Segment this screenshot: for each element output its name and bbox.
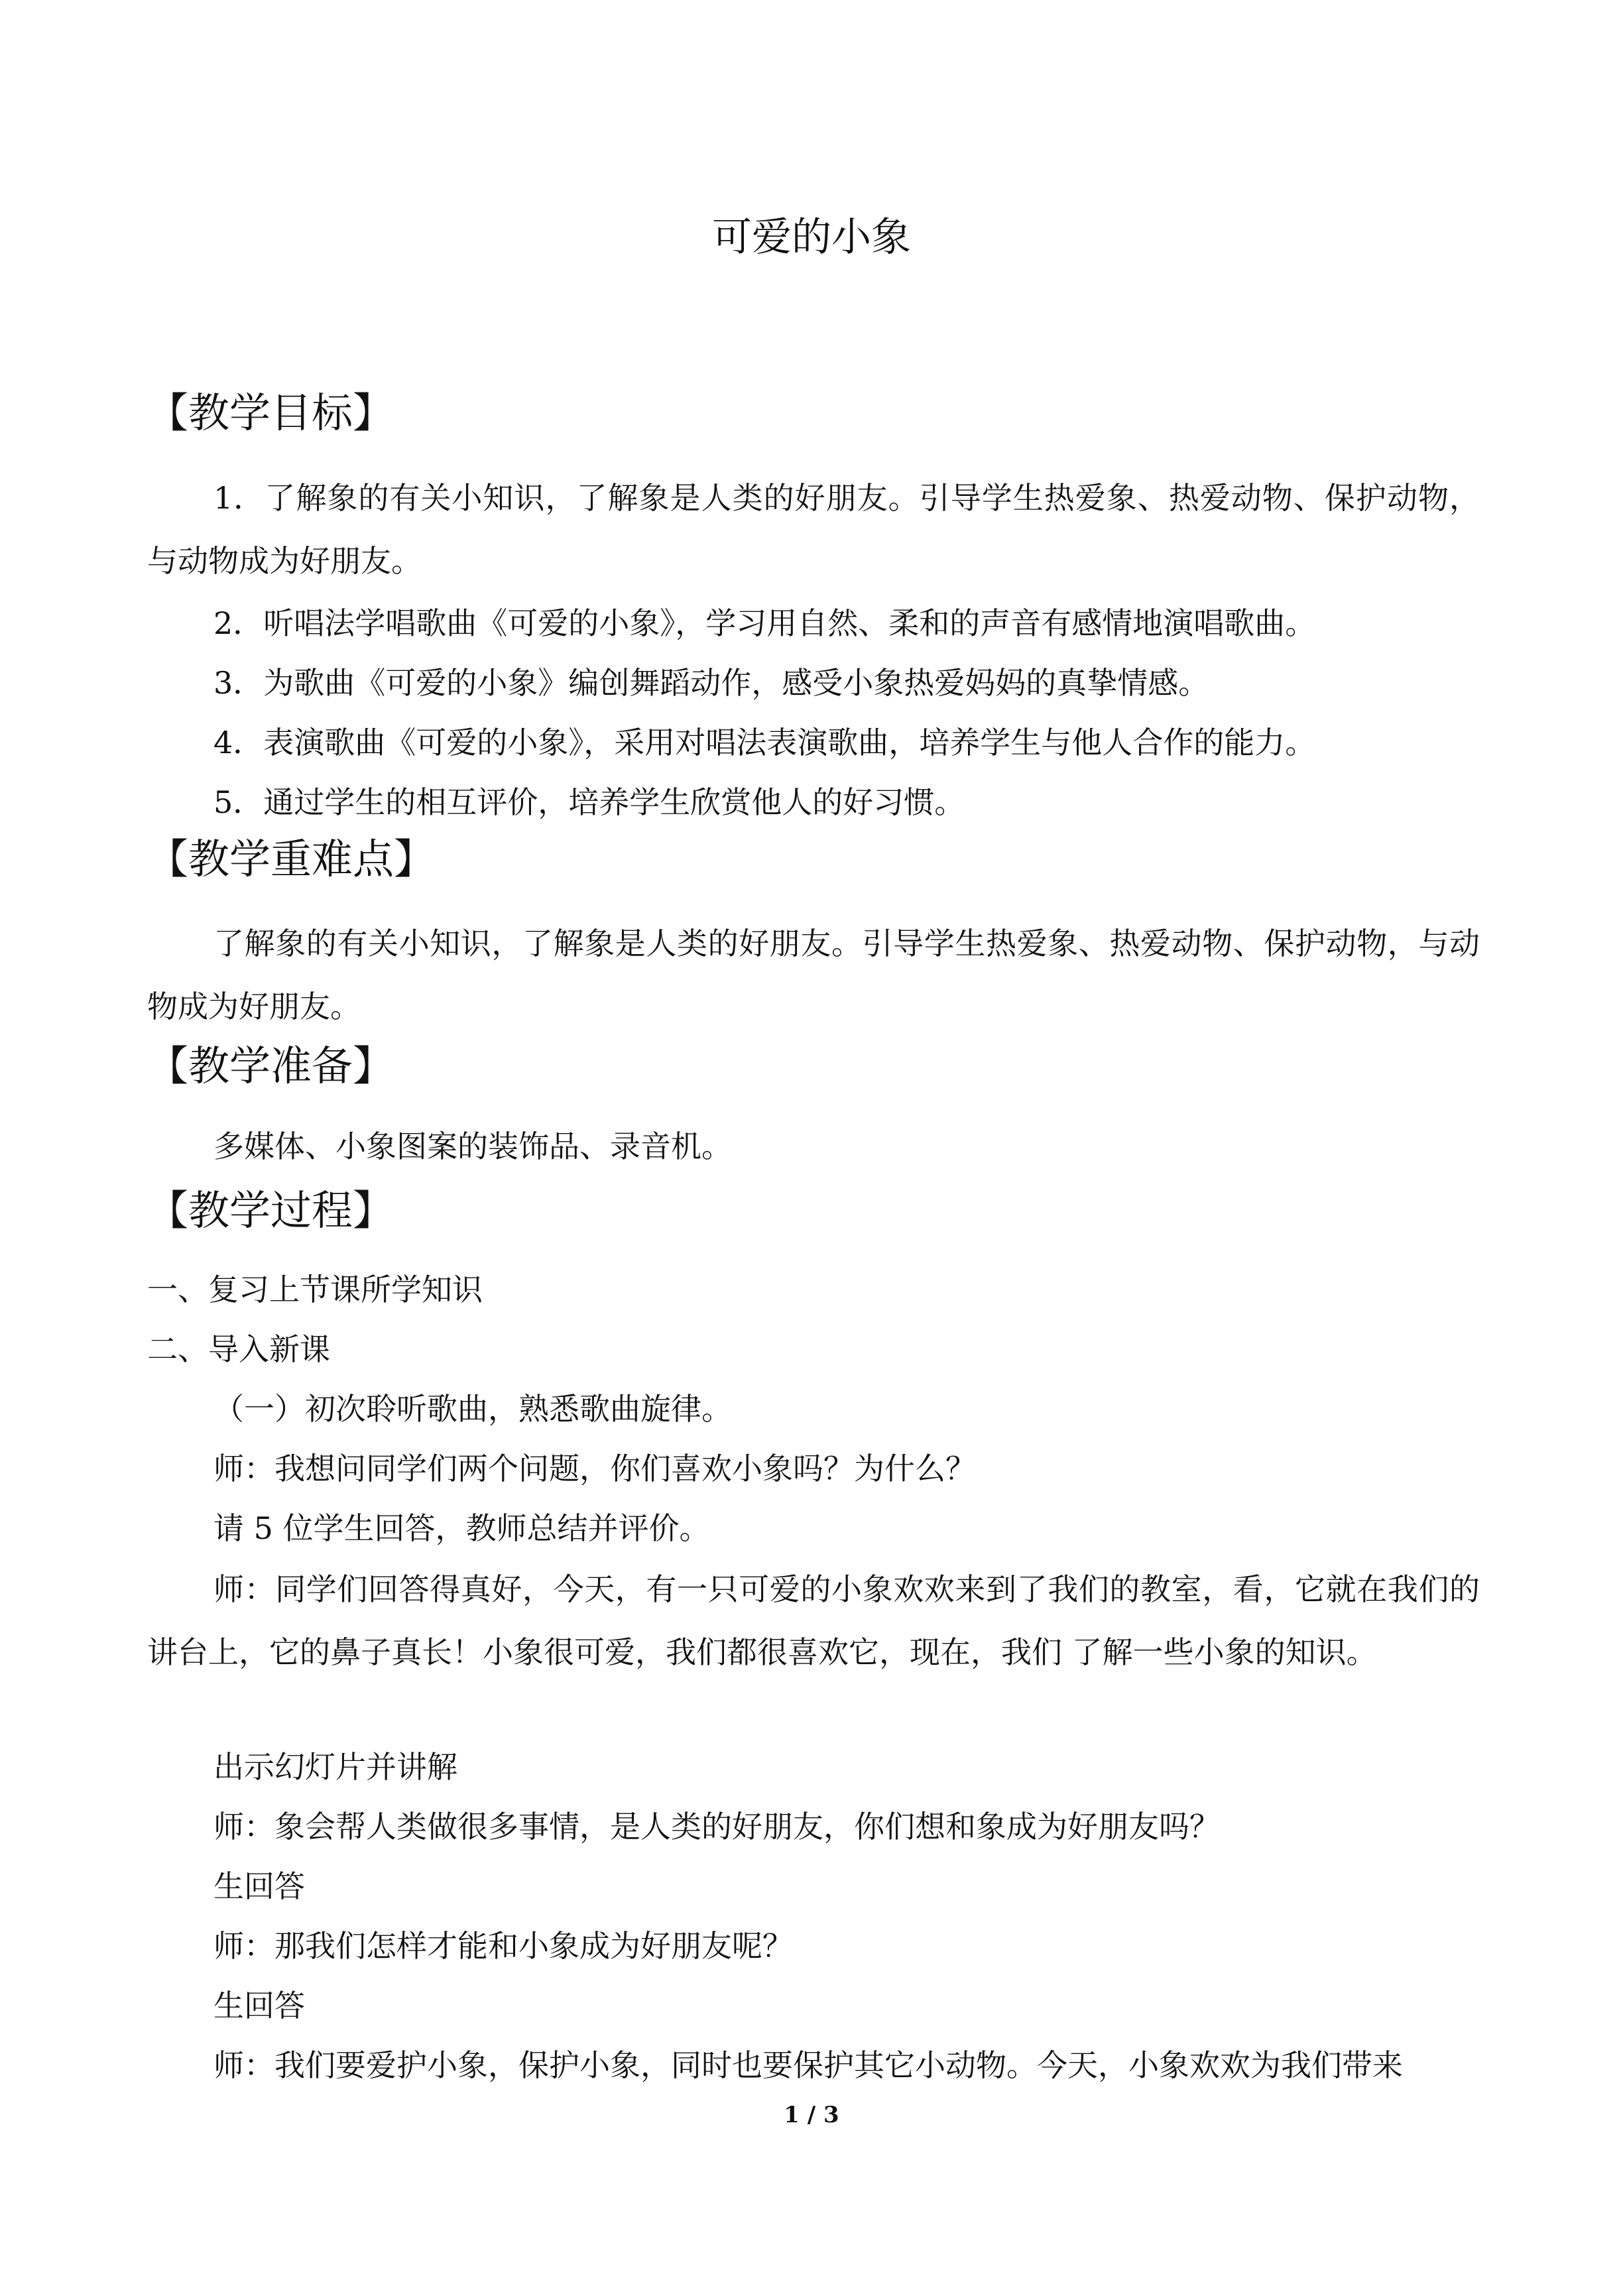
heading-key-points: 【教学重难点】 — [147, 835, 436, 883]
process-line-1: 师：我想问同学们两个问题，你们喜欢小象吗？为什么？ — [213, 1451, 976, 1486]
heading-preparation: 【教学准备】 — [147, 1042, 394, 1090]
heading-teaching-goals: 【教学目标】 — [147, 389, 394, 437]
preparation-text: 多媒体、小象图案的装饰品、录音机。 — [213, 1128, 732, 1164]
page-title: 可爱的小象 — [712, 214, 911, 261]
process-line-5: 师：象会帮人类做很多事情，是人类的好朋友，你们想和象成为好朋友吗？ — [213, 1809, 1220, 1844]
process-substep-1: （一）初次聆听歌曲，熟悉歌曲旋律。 — [213, 1391, 732, 1427]
heading-process: 【教学过程】 — [147, 1186, 394, 1235]
process-step-2: 二、导入新课 — [147, 1331, 330, 1367]
process-line-6: 生回答 — [213, 1868, 305, 1904]
goal-item-5: 5．通过学生的相互评价，培养学生欣赏他人的好习惯。 — [213, 784, 965, 820]
process-line-9: 师：我们要爱护小象，保护小象，同时也要保护其它小动物。今天，小象欢欢为我们带来 — [213, 2047, 1403, 2083]
process-line-7: 师：那我们怎样才能和小象成为好朋友呢？ — [213, 1928, 793, 1964]
goal-item-2: 2．听唱法学唱歌曲《可爱的小象》，学习用自然、柔和的声音有感情地演唱歌曲。 — [213, 605, 1316, 641]
goal-item-4: 4．表演歌曲《可爱的小象》，采用对唱法表演歌曲，培养学生与他人合作的能力。 — [213, 725, 1316, 760]
process-line-8: 生回答 — [213, 1988, 305, 2024]
process-line-2: 请 5 位学生回答，教师总结并评价。 — [213, 1510, 710, 1546]
key-points-text: 了解象的有关小知识，了解象是人类的好朋友。引导学生热爱象、热爱动物、保护动物，与动物成为好朋友。 — [147, 926, 1480, 1024]
process-line-3: 师：同学们回答得真好，今天，有一只可爱的小象欢欢来到了我们的教室，看，它就在我们的讲台上，它的鼻子真长！小象很可爱，我们都很喜欢它，现在，我们 了解一些小象的知识。 — [147, 1571, 1480, 1670]
page-number: 1 / 3 — [784, 2102, 839, 2128]
goal-item-1: 1．了解象的有关小知识，了解象是人类的好朋友。引导学生热爱象、热爱动物、保护动物，与动物成为好朋友。 — [147, 480, 1480, 579]
process-step-1: 一、复习上节课所学知识 — [147, 1272, 483, 1307]
process-line-4: 出示幻灯片并讲解 — [213, 1749, 457, 1785]
goal-item-3: 3．为歌曲《可爱的小象》编创舞蹈动作，感受小象热爱妈妈的真挚情感。 — [213, 665, 1209, 701]
